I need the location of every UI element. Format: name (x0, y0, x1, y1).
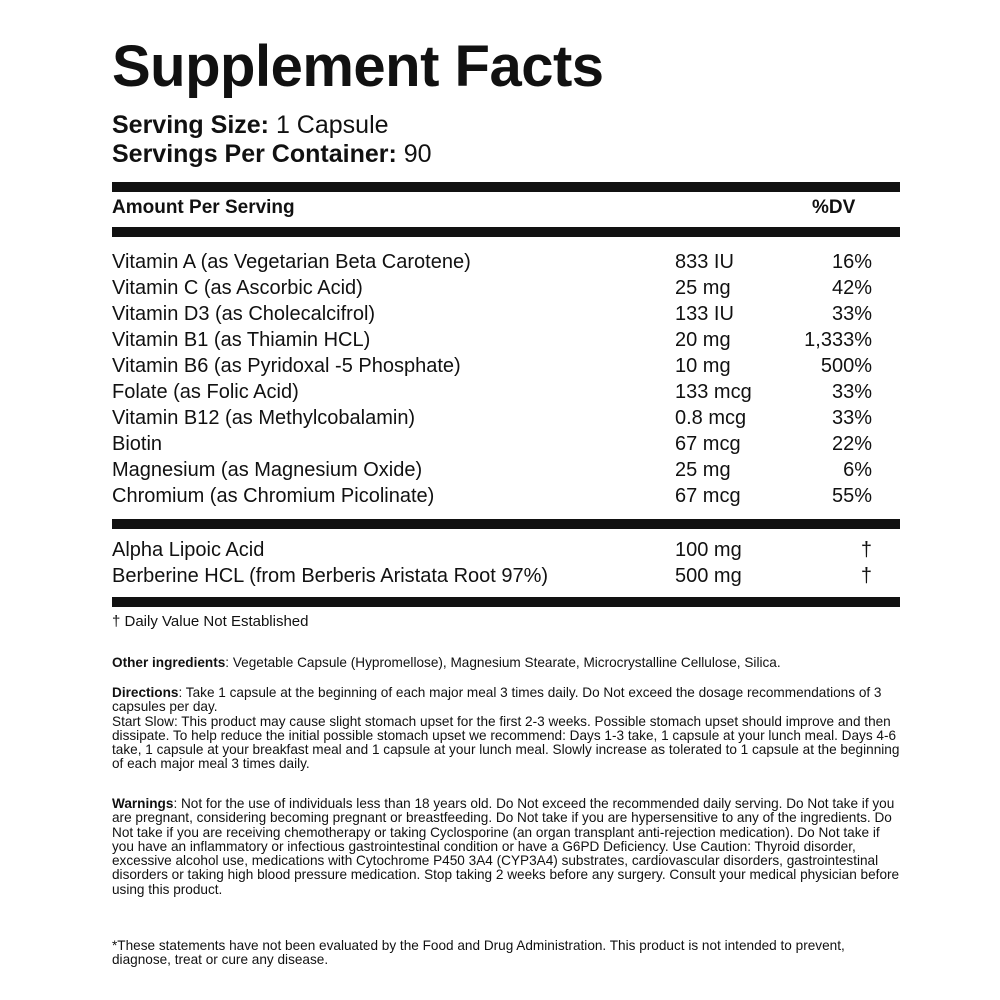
ingredient-amount: 100 mg (675, 539, 742, 561)
nutrient-dv: 500% (820, 355, 872, 377)
table-row (112, 379, 900, 405)
table-row (112, 249, 900, 275)
thick-divider-middle (112, 519, 900, 529)
thick-divider-bottom (112, 597, 900, 607)
directions-main (112, 686, 902, 715)
nutrient-amount: 25 mg (675, 459, 731, 481)
warnings-label: Warnings (112, 796, 174, 811)
ingredient-dv: † (860, 539, 872, 561)
nutrient-dv: 33% (831, 381, 872, 403)
nutrient-amount: 10 mg (675, 355, 731, 377)
nutrient-amount: 25 mg (675, 277, 731, 299)
daily-value-footnote: † Daily Value Not Established (112, 613, 309, 630)
other-ingredients-text: : Vegetable Capsule (Hypromellose), Magnesium Stearate, Microcrystalline Cellulose, Silica. (225, 655, 781, 670)
nutrient-dv: 16% (831, 251, 872, 273)
directions-label: Directions (112, 685, 179, 700)
nutrient-amount: 67 mcg (675, 433, 741, 455)
table-row (112, 457, 900, 483)
dv-header: %DV (812, 197, 856, 218)
nutrient-dv: 22% (831, 433, 872, 455)
nutrient-amount: 67 mcg (675, 485, 741, 507)
thick-divider-header (112, 227, 900, 237)
directions-text: : Take 1 capsule at the beginning of each major meal 3 times daily. Do Not exceed the dosage recommendations of 3 capsules per day. (112, 685, 882, 715)
table-row (112, 327, 900, 353)
servings-per-container (112, 142, 432, 167)
serving-size (112, 113, 389, 138)
directions (112, 686, 902, 772)
nutrient-amount: 833 IU (675, 251, 734, 273)
nutrient-name: Vitamin B1 (as Thiamin HCL) (112, 329, 371, 351)
other-ingredients (112, 656, 902, 670)
table-row (112, 301, 900, 327)
nutrient-name: Folate (as Folic Acid) (112, 381, 299, 403)
table-row (112, 405, 900, 431)
nutrient-dv: 55% (831, 485, 872, 507)
nutrient-name: Chromium (as Chromium Picolinate) (112, 485, 435, 507)
table-row (112, 431, 900, 457)
nutrient-amount: 133 mcg (675, 381, 752, 403)
servings-per-container-label: Servings Per Container: (112, 140, 397, 168)
table-row (112, 563, 900, 589)
nutrient-dv: 42% (831, 277, 872, 299)
ingredient-amount: 500 mg (675, 565, 742, 587)
table-row (112, 483, 900, 509)
nutrient-name: Vitamin B12 (as Methylcobalamin) (112, 407, 416, 429)
other-ingredients-label: Other ingredients (112, 655, 226, 670)
nutrient-list (112, 249, 900, 509)
serving-size-value: 1 Capsule (275, 111, 389, 139)
page-title: Supplement Facts (112, 34, 604, 99)
nutrient-name: Vitamin B6 (as Pyridoxal -5 Phosphate) (112, 355, 461, 377)
nutrient-name: Magnesium (as Magnesium Oxide) (112, 459, 423, 481)
warnings (112, 797, 902, 897)
ingredient-name: Berberine HCL (from Berberis Aristata Root 97%) (112, 565, 549, 587)
amount-per-serving-label: Amount Per Serving (112, 197, 295, 218)
start-slow-text: Start Slow: This product may cause slight stomach upset for the first 2-3 weeks. Possible stomach upset should improve and then dissipate. To help reduce the initial possible stomach upset we recommend: Days 1-3 take, 1 capsule at your lunch meal. Days 4-6 take, 1 capsule at your breakfast meal and 1 capsule at your lunch meal. Slowly increase as tolerated to 1 capsule at the beginning of each major meal 3 times daily. (112, 713, 900, 772)
nutrient-dv: 33% (831, 407, 872, 429)
table-row (112, 275, 900, 301)
nutrient-name: Biotin (112, 433, 163, 455)
nutrient-amount: 0.8 mcg (675, 407, 747, 429)
ingredient-name: Alpha Lipoic Acid (112, 539, 265, 561)
nutrient-name: Vitamin C (as Ascorbic Acid) (112, 277, 363, 299)
table-row (112, 353, 900, 379)
ingredient-dv: † (860, 565, 872, 587)
nutrient-name: Vitamin D3 (as Cholecalcifrol) (112, 303, 376, 325)
serving-size-label: Serving Size: (112, 111, 269, 139)
nutrient-amount: 20 mg (675, 329, 731, 351)
fda-disclaimer: *These statements have not been evaluated by the Food and Drug Administration. This product is not intended to prevent, diagnose, treat or cure any disease. (112, 938, 845, 968)
warnings-text: : Not for the use of individuals less than 18 years old. Do Not exceed the recommended daily serving. Do Not take if you are pregnant, considering becoming pregnant or breastfeeding. Do Not take if you are hypersensitive to any of the ingredients. Do Not take if you are receiving chemotherapy or taking Cyclosporine (an organ transplant anti-rejection medication). Do Not take if you have an inflammatory or infectious gastrointestinal condition or have a G6PD Deficiency. Use Caution: Thyroid disorder, excessive alcohol use, medications with Cytochrome P450 3A4 (CYP3A4) substrates, cardiovascular disorders, gastrointestinal disorders or taking high blood pressure medication. Stop taking 2 weeks before any surgery. Consult your medical physician before using this product. (112, 796, 900, 897)
nutrient-amount: 133 IU (675, 303, 734, 325)
nutrient-dv: 33% (831, 303, 872, 325)
nutrient-dv: 6% (843, 459, 872, 481)
other-ingredient-list (112, 537, 900, 589)
nutrient-name: Vitamin A (as Vegetarian Beta Carotene) (112, 251, 471, 273)
servings-per-container-value: 90 (403, 140, 432, 168)
amount-per-serving-header (112, 198, 900, 217)
thick-divider-top (112, 182, 900, 192)
nutrient-dv: 1,333% (804, 329, 872, 351)
table-row (112, 537, 900, 563)
